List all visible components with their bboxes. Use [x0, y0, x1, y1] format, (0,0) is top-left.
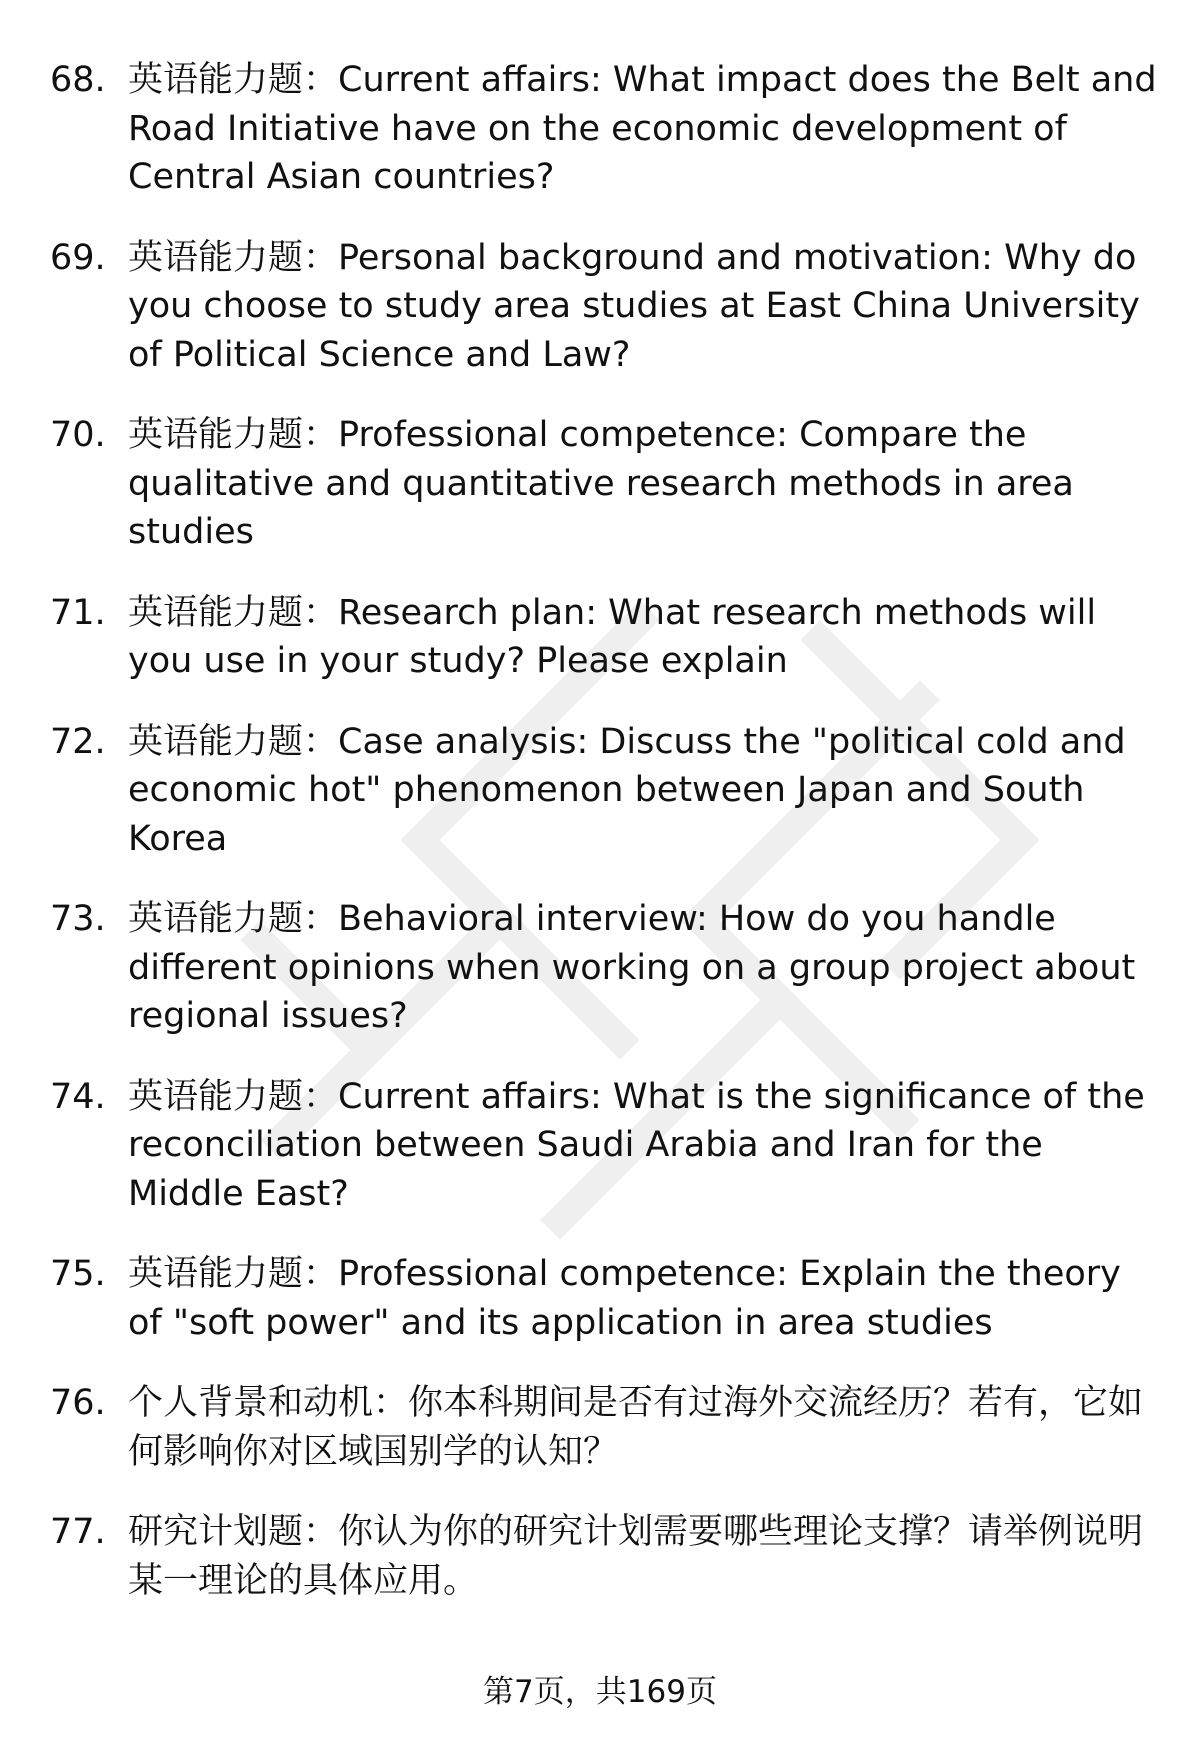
question-number: 70. [50, 415, 106, 455]
question-number: 73. [50, 899, 106, 939]
question-item [50, 1379, 1160, 1476]
question-item [50, 1508, 1160, 1605]
question-item [50, 1073, 1160, 1219]
question-item [50, 411, 1160, 557]
question-item [50, 234, 1160, 380]
question-text: 英语能力题：Current affairs: What is the significance of the reconciliation between Saudi Arabia and Iran for the Middle East? [128, 1076, 1145, 1214]
question-number: 77. [50, 1512, 106, 1552]
question-item [50, 1250, 1160, 1347]
question-item [50, 589, 1160, 686]
question-number: 71. [50, 592, 106, 633]
question-text: 英语能力题：Professional competence: Compare the qualitative and quantitative research methods in area studies [128, 415, 1074, 552]
question-number: 69. [50, 237, 106, 278]
question-number: 76. [50, 1383, 106, 1423]
question-number: 72. [50, 721, 106, 762]
question-number: 75. [50, 1254, 106, 1294]
question-number: 74. [50, 1076, 106, 1117]
question-text: 英语能力题：Professional competence: Explain the theory of "soft power" and its application in area studies [128, 1254, 1121, 1343]
question-text: 英语能力题：Research plan: What research methods will you use in your study? Please explain [128, 592, 1097, 681]
question-item [50, 718, 1160, 864]
question-item [50, 56, 1160, 202]
question-text: 英语能力题：Behavioral interview: How do you handle different opinions when working on a group project about regional issues? [128, 899, 1136, 1036]
question-text: 个人背景和动机：你本科期间是否有过海外交流经历？若有，它如何影响你对区域国别学的认知？ [128, 1383, 1144, 1472]
question-text: 英语能力题：Case analysis: Discuss the "political cold and economic hot" phenomenon between Japan and South Korea [128, 721, 1126, 859]
question-number: 68. [50, 60, 106, 100]
page-number-footer: 第7页，共169页 [483, 1674, 717, 1710]
question-text: 英语能力题：Current affairs: What impact does the Belt and Road Initiative have on the economic development of Central Asian countries? [128, 60, 1157, 197]
question-list [50, 56, 1160, 1637]
question-text: 英语能力题：Personal background and motivation: Why do you choose to study area studies at East China University of Political Science and Law? [128, 237, 1140, 375]
question-text: 研究计划题：你认为你的研究计划需要哪些理论支撑？请举例说明某一理论的具体应用。 [128, 1512, 1144, 1601]
question-item [50, 895, 1160, 1041]
